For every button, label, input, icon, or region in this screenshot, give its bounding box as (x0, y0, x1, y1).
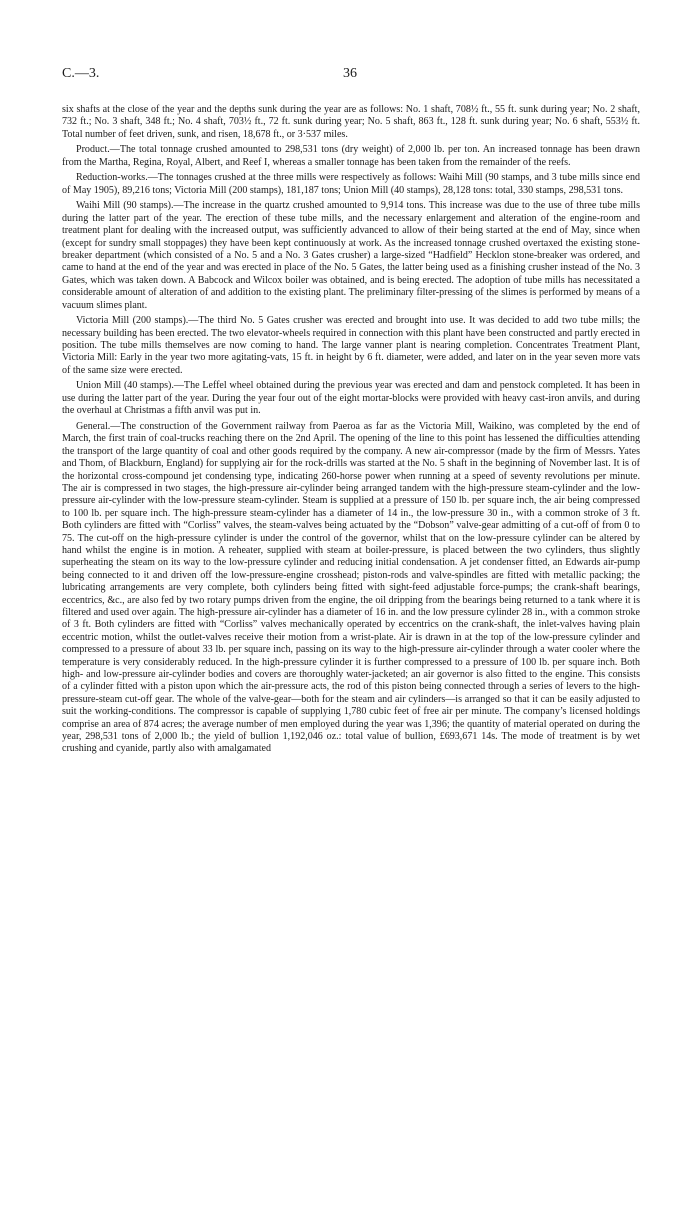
paragraph-victoria-mill: Victoria Mill (200 stamps).—The third No. 5 Gates crusher was erected and brought into use. It was decided to add two tube mills; the necessary building has been erected. The two elevator-wheels required in connection with this plant have been constructed and partly erected in position. The tube mills themselves are now coming to hand. The large vanner plant is nearing completion. Concentrates Treatment Plant, Victoria Mill: Early in the year two more agitating-vats, 15 ft. in height by 6 ft. diameter, were added, and later on in the year seven more vats of the same size were erected. (62, 315, 640, 376)
report-code: C.—3. (62, 66, 100, 81)
paragraph-shafts: six shafts at the close of the year and the depths sunk during the year are as follows: No. 1 shaft, 708½ ft., 55 ft. sunk during year; No. 2 shaft, 732 ft.; No. 3 shaft, 348 ft.; No. 4 shaft, 703½ ft., 72 ft. sunk during year; No. 5 shaft, 863 ft., 128 ft. sunk during year; No. 6 shaft, 553½ ft. Total number of feet driven, sunk, and risen, 18,678 ft., or 3·537 miles. (62, 104, 640, 140)
paragraph-waihi-mill: Waihi Mill (90 stamps).—The increase in the quartz crushed amounted to 9,914 tons. This increase was due to the use of three tube mills during the latter part of the year. The erection of these tube mills, and the necessary enlargement and alteration of the engine-room and treatment plant for dealing with the increased output, was sufficiently advanced to allow of their being started at the end of May, since when (except for sundry small stoppages) they have been kept continuously at work. As the increased tonnage crushed overtaxed the existing stone-breaker department (which consisted of a No. 5 and a No. 3 Gates crusher) a large-sized “Hadfield” Hecklon stone-breaker was ordered, and came to hand at the end of the year and was erected in place of the No. 5 Gates, the latter being used as a finishing crusher instead of the No. 3 Gates, which was taken down. A Babcock and Wilcox boiler was obtained, and is being erected. The adoption of tube mills has necessitated a considerable amount of alteration of and addition to the existing plant. The preliminary filter-pressing of the slimes is performed by means of a vacuum slimes plant. (62, 200, 640, 311)
page-number: 36 (343, 66, 357, 81)
paragraph-reduction-works: Reduction-works.—The tonnages crushed at the three mills were respectively as follows: Waihi Mill (90 stamps, and 3 tube mills since end of May 1905), 89,216 tons; Victoria Mill (200 stamps), 181,187 tons; Union Mill (40 stamps), 28,128 tons: total, 330 stamps, 298,531 tons. (62, 172, 640, 196)
body-text (62, 104, 640, 759)
paragraph-general: General.—The construction of the Government railway from Paeroa as far as the Victoria Mill, Waikino, was completed by the end of March, the first train of coal-trucks reaching there on the 2nd April. The opening of the line to this point has lessened the difficulties attending the transport of the large quantity of coal and other goods required by the company. A new air-compressor (made by the firm of Messrs. Yates and Thom, of Blackburn, England) for supplying air for the rock-drills was started at the No. 5 shaft in the beginning of November last. It is of the horizontal cross-compound jet condensing type, indicating 260-horse power when running at a speed of seventy revolutions per minute. The air is compressed in two stages, the high-pressure air-cylinder being arranged tandem with the high-pressure steam-cylinder and the low-pressure air-cylinder with the low-pressure steam-cylinder. Steam is supplied at a pressure of 150 lb. per square inch, the air being compressed to 100 lb. per square inch. The high-pressure steam-cylinder has a diameter of 14 in., the low-pressure 30 in., with a common stroke of 3 ft. Both cylinders are fitted with “Corliss” valves, the steam-valves being actuated by the “Dobson” valve-gear admitting of a cut-off of from 0 to 75. The cut-off on the high-pressure cylinder is under the control of the governor, whilst that on the low-pressure cylinder can be altered by hand whilst the engine is in motion. A reheater, supplied with steam at boiler-pressure, is placed between the two cylinders, thus slightly superheating the steam on its way to the low-pressure cylinder and reducing initial condensation. A jet condenser fitted, an Edwards air-pump being connected to it and driven off the low-pressure-engine crosshead; piston-rods and valve-spindles are fitted with metallic packing; the lubricating arrangements are very complete, both cylinders being fitted with sight-feed adjustable force-pumps; the crank-shaft bearings, eccentrics, &c., are also fed by two rotary pumps driven from the engine, the oil dripping from the bearings being returned to a tank where it is filtered and used over again. The high-pressure air-cylinder has a diameter of 16 in. and the low pressure cylinder 28 in., with a common stroke of 3 ft. Both cylinders are fitted with “Corliss” valves mechanically operated by eccentrics on the crank-shaft, the inlet-valves having plain eccentric motion, whilst the outlet-valves receive their motion from a wrist-plate. Air is drawn in at the top of the low-pressure cylinder and compressed to a pressure of about 33 lb. per square inch, passing on its way to the high-pressure air-cylinder through a water cooler where the temperature is very considerably reduced. In the high-pressure cylinder it is further compressed to a pressure of 100 lb. per square inch. Both high- and low-pressure air-cylinder bodies and covers are thoroughly water-jacketed; an air governor is also fitted to the engine. This consists of a cylinder fitted with a piston upon which the air-pressure acts, the rod of this piston being connected through a series of levers to the high-pressure-steam cut-off gear. The whole of the valve-gear—both for the steam and air cylinders—is arranged so that it can be easily adjusted to suit the working-conditions. The compressor is capable of supplying 1,780 cubic feet of free air per minute. The company’s licensed holdings comprise an area of 874 acres; the average number of men employed during the year was 1,396; the quantity of material operated on during the year, 298,531 tons of 2,000 lb.; the yield of bullion 1,192,046 oz.: total value of bullion, £693,671 14s. The mode of treatment is by wet crushing and cyanide, partly also with amalgamated (62, 420, 640, 755)
paragraph-product: Product.—The total tonnage crushed amounted to 298,531 tons (dry weight) of 2,000 lb. per ton. An increased tonnage has been drawn from the Martha, Regina, Royal, Albert, and Reef I, whereas a smaller tonnage has been taken from the remainder of the reefs. (62, 144, 640, 168)
paragraph-union-mill: Union Mill (40 stamps).—The Leffel wheel obtained during the previous year was erected and dam and penstock completed. It has been in use during the latter part of the year. During the year four out of the eight mortar-blocks were provided with heavy cast-iron anvils, and during the overhaul at Christmas a fifth anvil was put in. (62, 380, 640, 417)
page-header (62, 66, 638, 86)
